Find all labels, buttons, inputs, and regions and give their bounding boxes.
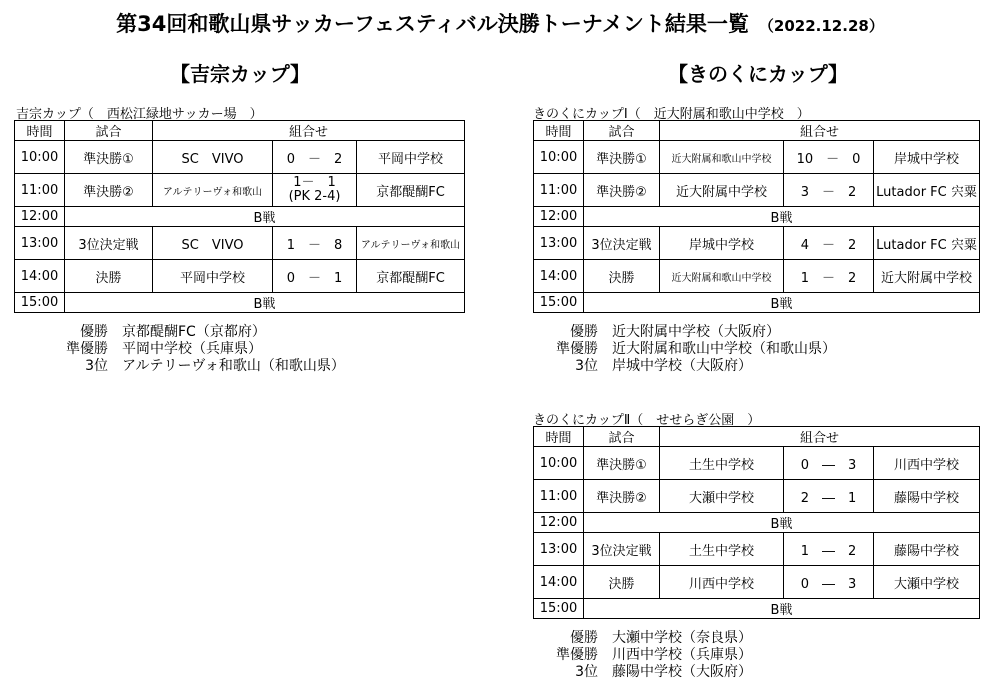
time-cell: 12:00	[534, 513, 584, 533]
score-cell: 0 ― 3	[784, 447, 874, 480]
match-cell: 準決勝①	[584, 141, 660, 174]
home-team-cell: 近大附属和歌山中学校	[660, 141, 784, 174]
header-pairing: 組合せ	[660, 427, 980, 447]
match-cell: 3位決定戦	[584, 227, 660, 260]
table-row	[534, 566, 980, 599]
match-cell: 3位決定戦	[65, 227, 153, 260]
time-cell: 14:00	[534, 260, 584, 293]
header-pairing: 組合せ	[660, 121, 980, 141]
time-cell: 15:00	[15, 293, 65, 313]
pk-score-text: (PK 2-4)	[288, 189, 341, 204]
page-title	[0, 8, 1000, 38]
away-team-cell: 川西中学校	[874, 447, 980, 480]
score-cell: 1 ― 2	[784, 533, 874, 566]
home-team-cell: 土生中学校	[660, 533, 784, 566]
header-time: 時間	[534, 121, 584, 141]
time-cell: 10:00	[15, 141, 65, 174]
yoshimune-table	[14, 120, 465, 313]
match-cell: 3位決定戦	[584, 533, 660, 566]
away-team-cell: 京都醍醐FC	[357, 174, 465, 207]
kinokuni2-caption: きのくにカップⅡ（ せせらぎ公園 ）	[533, 413, 761, 428]
result-team: 平岡中学校（兵庫県）	[122, 341, 262, 357]
result-row	[530, 324, 836, 341]
header-time: 時間	[534, 427, 584, 447]
result-label: 優勝	[570, 630, 598, 646]
title-date: （2022.12.28）	[758, 17, 884, 35]
match-cell: 準決勝②	[65, 174, 153, 207]
result-row	[530, 358, 836, 375]
time-cell: 13:00	[15, 227, 65, 260]
b-match-cell: B戦	[584, 207, 980, 227]
score-cell	[273, 174, 357, 207]
score-cell: 2 ― 1	[784, 480, 874, 513]
match-cell: 決勝	[584, 566, 660, 599]
table-row	[534, 480, 980, 513]
table-row	[534, 599, 980, 619]
time-cell: 14:00	[15, 260, 65, 293]
table-header-row	[15, 121, 465, 141]
away-team-cell: 藤陽中学校	[874, 480, 980, 513]
time-cell: 12:00	[15, 207, 65, 227]
title-text: 第34回和歌山県サッカーフェスティバル決勝トーナメント結果一覧	[116, 12, 749, 36]
home-team-cell: アルテリーヴォ和歌山	[153, 174, 273, 207]
table-row	[534, 260, 980, 293]
result-label: 3位	[575, 664, 598, 680]
score-text: 1－ 1	[293, 175, 336, 190]
result-team: 近大附属中学校（大阪府）	[612, 324, 780, 340]
table-row	[15, 174, 465, 207]
score-cell: 10 － 0	[784, 141, 874, 174]
result-label: 優勝	[570, 324, 598, 340]
home-team-cell: SC VIVO	[153, 141, 273, 174]
table-row	[534, 207, 980, 227]
kinokuni2-table	[533, 426, 980, 619]
result-row	[40, 358, 345, 375]
table-row	[15, 207, 465, 227]
result-row	[530, 630, 752, 647]
time-cell: 11:00	[534, 174, 584, 207]
result-label: 優勝	[80, 324, 108, 340]
score-cell: 3 － 2	[784, 174, 874, 207]
table-row	[15, 293, 465, 313]
home-team-cell: 平岡中学校	[153, 260, 273, 293]
header-pairing: 組合せ	[153, 121, 465, 141]
kinokuni1-caption: きのくにカップⅠ（ 近大附属和歌山中学校 ）	[533, 107, 810, 122]
kinokuni-cup-heading: 【きのくにカップ】	[668, 62, 848, 86]
home-team-cell: 近大附属和歌山中学校	[660, 260, 784, 293]
result-label: 3位	[85, 358, 108, 374]
table-row	[534, 227, 980, 260]
match-cell: 準決勝①	[584, 447, 660, 480]
header-match: 試合	[65, 121, 153, 141]
result-row	[40, 324, 345, 341]
time-cell: 10:00	[534, 141, 584, 174]
table-header-row	[534, 427, 980, 447]
time-cell: 10:00	[534, 447, 584, 480]
time-cell: 14:00	[534, 566, 584, 599]
time-cell: 11:00	[534, 480, 584, 513]
match-cell: 決勝	[584, 260, 660, 293]
kinokuni1-table	[533, 120, 980, 313]
result-team: 岸城中学校（大阪府）	[612, 358, 752, 374]
result-team: 近大附属和歌山中学校（和歌山県）	[612, 341, 836, 357]
away-team-cell: 藤陽中学校	[874, 533, 980, 566]
kinokuni2-results	[530, 630, 752, 681]
result-label: 準優勝	[66, 341, 108, 357]
home-team-cell: 土生中学校	[660, 447, 784, 480]
result-team: 京都醍醐FC（京都府）	[122, 324, 266, 340]
score-cell: 0 ― 3	[784, 566, 874, 599]
time-cell: 15:00	[534, 293, 584, 313]
table-row	[534, 447, 980, 480]
result-team: 藤陽中学校（大阪府）	[612, 664, 752, 680]
b-match-cell: B戦	[65, 293, 465, 313]
table-row	[534, 174, 980, 207]
score-cell: 4 － 2	[784, 227, 874, 260]
table-row	[15, 141, 465, 174]
result-row	[530, 664, 752, 681]
time-cell: 11:00	[15, 174, 65, 207]
result-label: 準優勝	[556, 341, 598, 357]
time-cell: 13:00	[534, 533, 584, 566]
result-label: 準優勝	[556, 647, 598, 663]
home-team-cell: 川西中学校	[660, 566, 784, 599]
yoshimune-results	[40, 324, 345, 375]
result-team: 川西中学校（兵庫県）	[612, 647, 752, 663]
away-team-cell: 京都醍醐FC	[357, 260, 465, 293]
away-team-cell: 大瀬中学校	[874, 566, 980, 599]
header-match: 試合	[584, 121, 660, 141]
away-team-cell: アルテリーヴォ和歌山	[357, 227, 465, 260]
away-team-cell: 岸城中学校	[874, 141, 980, 174]
kinokuni1-results	[530, 324, 836, 375]
result-team: アルテリーヴォ和歌山（和歌山県）	[122, 358, 345, 374]
score-cell: 0 － 1	[273, 260, 357, 293]
table-row	[15, 227, 465, 260]
score-cell: 1 － 8	[273, 227, 357, 260]
time-cell: 13:00	[534, 227, 584, 260]
time-cell: 12:00	[534, 207, 584, 227]
yoshimune-cup-heading: 【吉宗カップ】	[170, 62, 310, 86]
result-row	[40, 341, 345, 358]
b-match-cell: B戦	[65, 207, 465, 227]
match-cell: 準決勝②	[584, 480, 660, 513]
home-team-cell: 岸城中学校	[660, 227, 784, 260]
score-cell: 1 － 2	[784, 260, 874, 293]
table-row	[15, 260, 465, 293]
table-row	[534, 141, 980, 174]
table-row	[534, 513, 980, 533]
table-row	[534, 293, 980, 313]
header-match: 試合	[584, 427, 660, 447]
table-row	[534, 533, 980, 566]
result-row	[530, 647, 752, 664]
yoshimune-caption: 吉宗カップ（ 西松江緑地サッカー場 ）	[16, 107, 263, 122]
home-team-cell: 近大附属中学校	[660, 174, 784, 207]
match-cell: 決勝	[65, 260, 153, 293]
b-match-cell: B戦	[584, 513, 980, 533]
away-team-cell: Lutador FC 宍粟	[874, 227, 980, 260]
away-team-cell: Lutador FC 宍粟	[874, 174, 980, 207]
match-cell: 準決勝②	[584, 174, 660, 207]
away-team-cell: 近大附属中学校	[874, 260, 980, 293]
score-cell: 0 － 2	[273, 141, 357, 174]
away-team-cell: 平岡中学校	[357, 141, 465, 174]
header-time: 時間	[15, 121, 65, 141]
home-team-cell: SC VIVO	[153, 227, 273, 260]
result-label: 3位	[575, 358, 598, 374]
result-team: 大瀬中学校（奈良県）	[612, 630, 752, 646]
home-team-cell: 大瀬中学校	[660, 480, 784, 513]
b-match-cell: B戦	[584, 599, 980, 619]
match-cell: 準決勝①	[65, 141, 153, 174]
table-header-row	[534, 121, 980, 141]
result-row	[530, 341, 836, 358]
b-match-cell: B戦	[584, 293, 980, 313]
time-cell: 15:00	[534, 599, 584, 619]
